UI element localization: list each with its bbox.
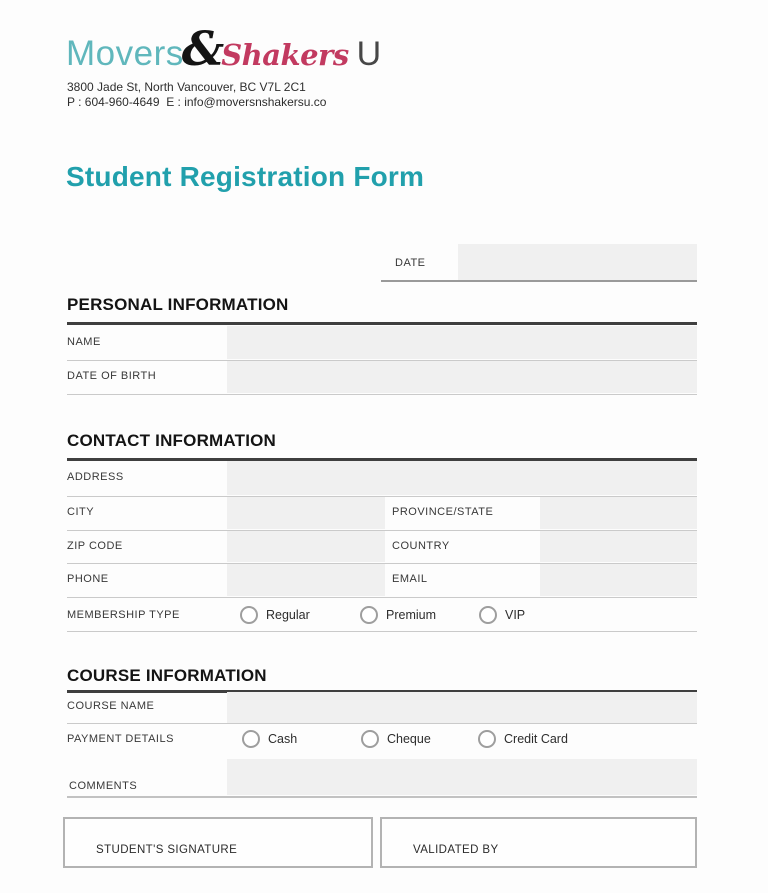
address-line: 3800 Jade St, North Vancouver, BC V7L 2C1 xyxy=(67,80,306,94)
date-underline xyxy=(381,280,697,282)
logo xyxy=(66,22,381,77)
payment-details-label: PAYMENT DETAILS xyxy=(67,733,174,745)
personal-section-heading: PERSONAL INFORMATION xyxy=(67,295,289,314)
address-label: ADDRESS xyxy=(67,471,124,483)
row-separator xyxy=(67,723,697,724)
province-state-input[interactable] xyxy=(540,497,697,529)
payment-cheque-option-label: Cheque xyxy=(387,732,431,746)
membership-type-label: MEMBERSHIP TYPE xyxy=(67,609,180,621)
date-of-birth-label: DATE OF BIRTH xyxy=(67,370,157,382)
logo-ampersand-icon: & xyxy=(181,22,225,77)
page-title: Student Registration Form xyxy=(66,161,425,192)
student-signature-label: STUDENT'S SIGNATURE xyxy=(96,844,238,856)
phone-label: PHONE xyxy=(67,573,109,585)
contact-section-heading: CONTACT INFORMATION xyxy=(67,431,277,450)
date-label: DATE xyxy=(395,257,426,269)
membership-regular-option-label: Regular xyxy=(266,608,310,622)
payment-credit-card-option-label: Credit Card xyxy=(504,732,568,746)
membership-premium-radio[interactable] xyxy=(360,606,378,624)
country-label: COUNTRY xyxy=(392,540,450,552)
logo-u-text: U xyxy=(356,35,382,73)
payment-credit-card-radio[interactable] xyxy=(478,730,496,748)
logo-movers-text: Movers xyxy=(66,34,184,73)
membership-regular-radio[interactable] xyxy=(240,606,258,624)
name-input[interactable] xyxy=(227,326,697,359)
date-of-birth-input[interactable] xyxy=(227,361,697,393)
email-input[interactable] xyxy=(540,564,697,596)
zip-code-label: ZIP CODE xyxy=(67,540,123,552)
payment-cash-option-label: Cash xyxy=(268,732,298,746)
city-label: CITY xyxy=(67,506,95,518)
payment-cheque-radio[interactable] xyxy=(361,730,379,748)
payment-cash-radio[interactable] xyxy=(242,730,260,748)
phone-input[interactable] xyxy=(227,564,385,596)
province-state-label: PROVINCE/STATE xyxy=(392,506,494,518)
email-label: EMAIL xyxy=(392,573,428,585)
student-signature-box[interactable] xyxy=(63,817,373,868)
zip-code-input[interactable] xyxy=(227,531,385,562)
membership-vip-option-label: VIP xyxy=(505,608,526,622)
validated-by-box[interactable] xyxy=(380,817,697,868)
contact-line: P : 604-960-4649 E : info@moversnshakersu.co xyxy=(67,95,327,109)
city-input[interactable] xyxy=(227,497,385,529)
personal-heading-rule xyxy=(67,322,697,325)
country-input[interactable] xyxy=(540,531,697,562)
date-input[interactable] xyxy=(458,244,697,280)
course-name-input[interactable] xyxy=(227,692,697,723)
course-section-heading: COURSE INFORMATION xyxy=(67,666,267,685)
row-separator xyxy=(67,394,697,395)
row-separator xyxy=(67,631,697,632)
comments-label: COMMENTS xyxy=(69,780,138,792)
course-bottom-rule xyxy=(67,796,697,798)
comments-input[interactable] xyxy=(227,759,697,795)
logo-shakers-text: Shakers xyxy=(221,38,349,72)
membership-vip-radio[interactable] xyxy=(479,606,497,624)
name-label: NAME xyxy=(67,336,101,348)
membership-premium-option-label: Premium xyxy=(386,608,437,622)
row-separator xyxy=(67,597,697,598)
course-name-label: COURSE NAME xyxy=(67,700,155,712)
address-input[interactable] xyxy=(227,461,697,495)
validated-by-label: VALIDATED BY xyxy=(413,844,499,856)
